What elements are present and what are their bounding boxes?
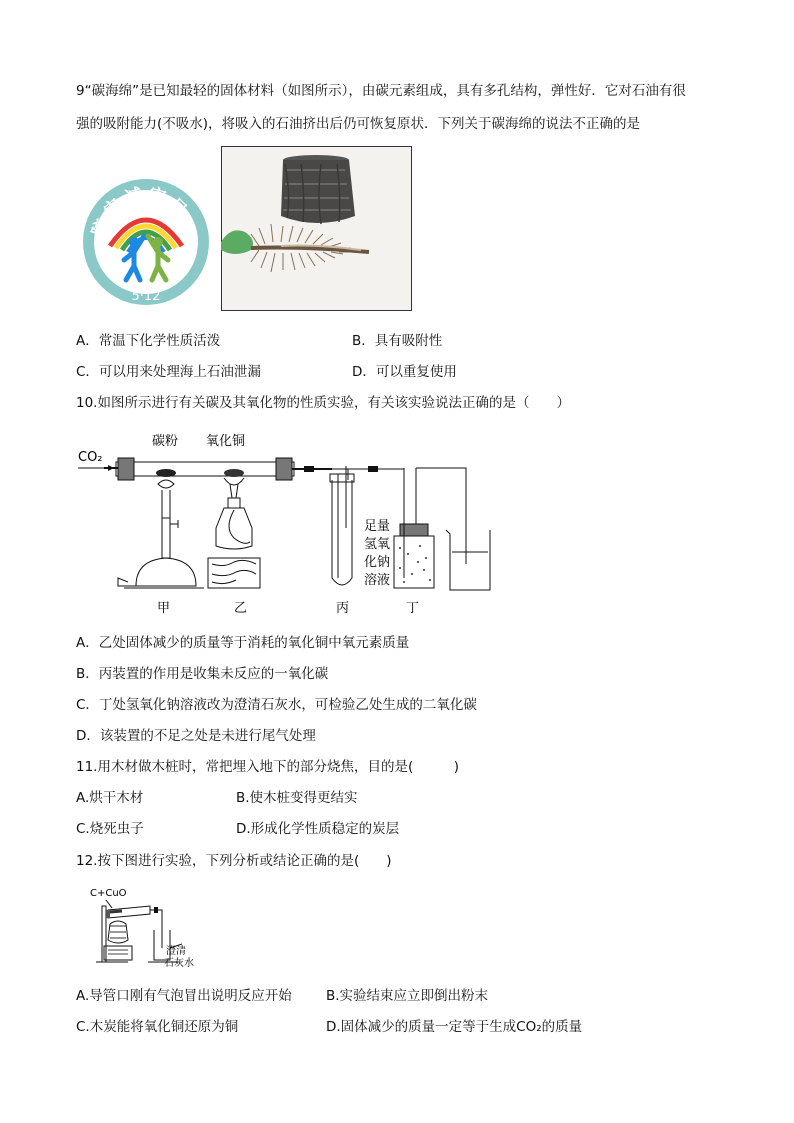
svg-text:溶液: 溶液 [364, 573, 391, 588]
q9-option-a[interactable]: A．常温下化学性质活泼 [76, 333, 221, 349]
q10-stem: 10.如图所示进行有关碳及其氧化物的性质实验，有关该实验说法正确的是（ ） [76, 395, 570, 411]
q11-option-c[interactable]: C.烧死虫子 [76, 821, 144, 837]
svg-text:氢氧: 氢氧 [364, 537, 391, 552]
q9-stem-line1: 9“碳海绵”是已知最轻的固体材料（如图所示），由碳元素组成，具有多孔结构，弹性好．它对石油有很 [76, 83, 686, 99]
svg-text:石灰水: 石灰水 [164, 958, 194, 968]
svg-text:防灾减灾日: 防灾减灾日 [88, 184, 194, 240]
q11-option-d[interactable]: D.形成化学性质稳定的炭层 [236, 821, 400, 837]
q9-stem-line2: 强的吸附能力(不吸水)，将吸入的石油挤出后仍可恢复原状．下列关于碳海绵的说法不正确的是 [76, 116, 641, 132]
svg-text:5·12: 5·12 [131, 289, 161, 304]
svg-text:丁: 丁 [406, 601, 420, 616]
q11-stem: 11.用木材做木桩时，常把埋入地下的部分烧焦，目的是( ) [76, 759, 460, 775]
svg-text:丙: 丙 [336, 601, 350, 616]
q10-option-c[interactable]: C．丁处氢氧化钠溶液改为澄清石灰水，可检验乙处生成的二氧化碳 [76, 697, 477, 713]
q12-option-b[interactable]: B.实验结束应立即倒出粉末 [326, 988, 489, 1004]
q9-option-c[interactable]: C．可以用来处理海上石油泄漏 [76, 364, 261, 380]
carbon-oxide-apparatus-diagram [74, 428, 494, 616]
svg-text:乙: 乙 [234, 601, 248, 616]
svg-text:甲: 甲 [157, 601, 171, 616]
svg-text:C+CuO: C+CuO [90, 888, 127, 899]
svg-text:足量: 足量 [364, 519, 391, 534]
q10-option-a[interactable]: A．乙处固体减少的质量等于消耗的氧化铜中氧元素质量 [76, 635, 410, 651]
q11-option-a[interactable]: A.烘干木材 [76, 790, 144, 806]
c-cuo-experiment-diagram [88, 884, 208, 968]
disaster-day-logo [80, 176, 212, 308]
q11-option-b[interactable]: B.使木桩变得更结实 [236, 790, 358, 806]
q9-option-d[interactable]: D．可以重复使用 [352, 364, 457, 380]
carbon-sponge-photo [221, 146, 412, 311]
q9-option-b[interactable]: B．具有吸附性 [352, 333, 443, 349]
q10-option-b[interactable]: B．丙装置的作用是收集未反应的一氧化碳 [76, 666, 329, 682]
q10-option-d[interactable]: D．该装置的不足之处是未进行尾气处理 [76, 728, 316, 744]
q12-option-c[interactable]: C.木炭能将氧化铜还原为铜 [76, 1019, 239, 1035]
q12-option-a[interactable]: A.导管口刚有气泡冒出说明反应开始 [76, 988, 292, 1004]
svg-text:CO₂: CO₂ [78, 450, 103, 465]
svg-text:化钠: 化钠 [364, 555, 391, 570]
q12-option-d[interactable]: D.固体减少的质量一定等于生成CO₂的质量 [326, 1019, 583, 1035]
svg-text:澄清: 澄清 [166, 946, 186, 957]
svg-text:氧化铜: 氧化铜 [206, 434, 246, 449]
svg-text:碳粉: 碳粉 [152, 434, 179, 449]
q12-stem: 12.按下图进行实验，下列分析或结论正确的是( ) [76, 853, 392, 869]
